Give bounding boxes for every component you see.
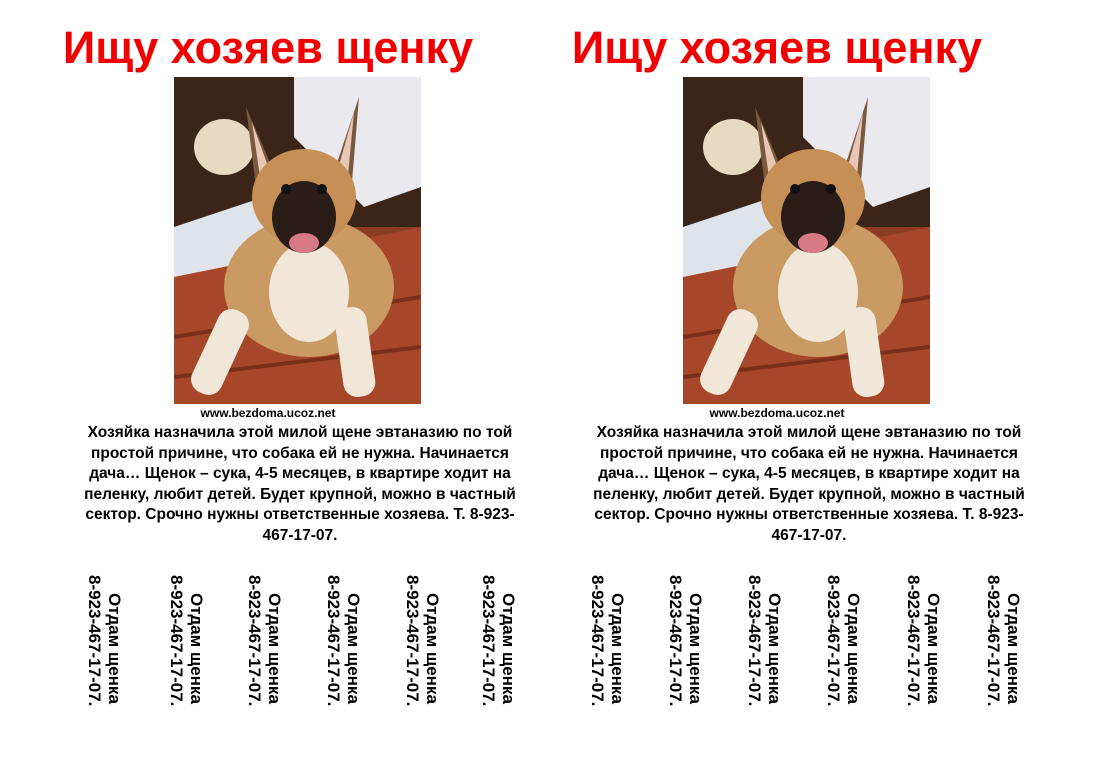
tear-off-tab [983,575,1023,735]
tab-phone: 8-923-467-17-07. [904,575,923,707]
tear-off-tab [323,575,363,735]
tab-label: Отдам щенка [265,593,284,704]
tab-label: Отдам щенка [344,593,363,704]
tear-off-tabs [84,575,524,775]
website-url: www.bezdoma.ucoz.net [200,406,336,420]
tab-phone: 8-923-467-17-07. [324,575,343,707]
tab-phone: 8-923-467-17-07. [245,575,264,707]
puppy-photo [174,77,421,404]
flyer-title: Ищу хозяев щенку [62,22,474,73]
tab-phone: 8-923-467-17-07. [824,575,843,707]
tab-label: Отдам щенка [844,593,863,704]
tab-phone: 8-923-467-17-07. [167,575,186,707]
flyer-left [8,0,528,780]
puppy-illustration [174,77,421,404]
tear-off-tab [402,575,442,735]
tear-off-tab [587,575,627,735]
tab-phone: 8-923-467-17-07. [666,575,685,707]
description-text: Хозяйка назначила этой милой щене эвтаназию по той простой причине, что собака ей не нужна. Начинается дача… Щенок – сука, 4-5 месяцев, в квартире ходит на пеленку, любит детей. Будет крупной, можно в частный сектор. Срочно нужны ответственные хозяева. Т. 8-923-467-17-07. [593,424,1025,544]
tear-off-tab [166,575,206,735]
tab-phone: 8-923-467-17-07. [403,575,422,707]
tear-off-tab [478,575,518,735]
tear-off-tab [244,575,284,735]
tab-label: Отдам щенка [423,593,442,704]
tear-off-tab [823,575,863,735]
tab-label: Отдам щенка [608,593,627,704]
tab-phone: 8-923-467-17-07. [479,575,498,707]
tab-label: Отдам щенка [924,593,943,704]
description-text: Хозяйка назначила этой милой щене эвтаназию по той простой причине, что собака ей не нужна. Начинается дача… Щенок – сука, 4-5 месяцев, в квартире ходит на пеленку, любит детей. Будет крупной, можно в частный сектор. Срочно нужны ответственные хозяева. Т. 8-923-467-17-07. [84,424,516,544]
puppy-illustration [683,77,930,404]
tab-phone: 8-923-467-17-07. [588,575,607,707]
tear-off-tab [744,575,784,735]
tab-label: Отдам щенка [765,593,784,704]
puppy-photo [683,77,930,404]
tab-label: Отдам щенка [686,593,705,704]
tab-phone: 8-923-467-17-07. [745,575,764,707]
flyer-right [517,0,1037,780]
tab-phone: 8-923-467-17-07. [85,575,104,707]
tear-off-tabs [588,575,1033,775]
tear-off-tab [903,575,943,735]
tear-off-tab [665,575,705,735]
tab-label: Отдам щенка [499,593,518,704]
flyer-title: Ищу хозяев щенку [571,22,983,73]
tab-label: Отдам щенка [105,593,124,704]
tab-label: Отдам щенка [1004,593,1023,704]
tab-label: Отдам щенка [187,593,206,704]
website-url: www.bezdoma.ucoz.net [709,406,845,420]
tab-phone: 8-923-467-17-07. [984,575,1003,707]
tear-off-tab [84,575,124,735]
